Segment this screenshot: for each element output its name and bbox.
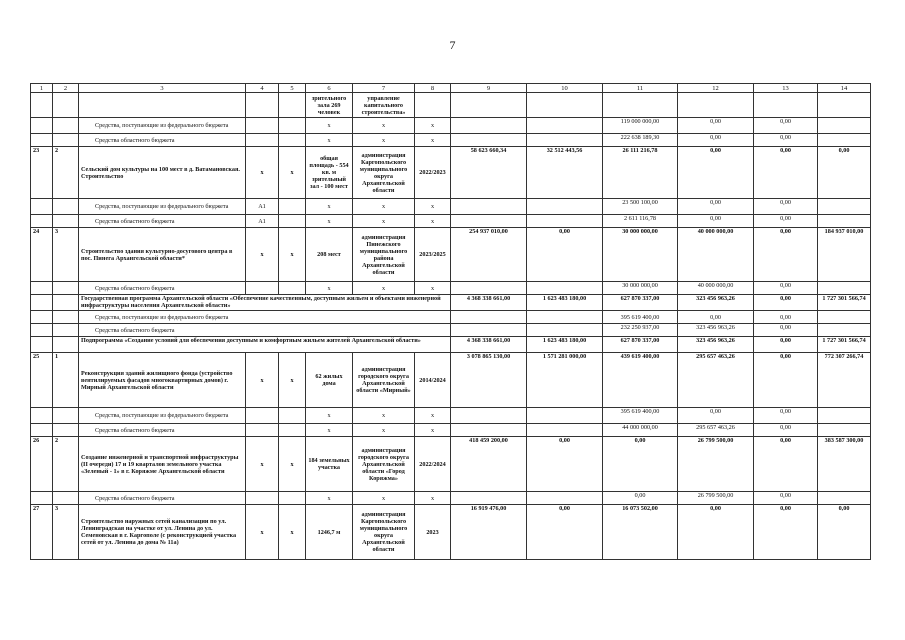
funding-label: Средства, поступающие из федерального бюджета [79, 118, 246, 134]
row-number: 25 [31, 353, 53, 408]
table-row [31, 324, 871, 337]
table-cell: 32 512 443,56 [527, 147, 603, 199]
table-cell: x [279, 228, 306, 282]
table-row [31, 437, 871, 492]
table-cell: 0,00 [754, 353, 818, 408]
table-row [31, 228, 871, 282]
table-cell: x [306, 134, 353, 147]
table-row [31, 353, 871, 408]
col-header: 8 [415, 84, 451, 93]
table-cell: 2023/2025 [415, 228, 451, 282]
table-cell: 30 000 000,00 [603, 228, 678, 282]
table-row [31, 337, 871, 353]
table-cell: x [306, 408, 353, 424]
table-cell: 0,00 [754, 199, 818, 215]
table-cell: x [246, 353, 279, 408]
col-header: 10 [527, 84, 603, 93]
table-cell: 0,00 [527, 437, 603, 492]
table-cell: администрация Пинежского муниципального района Архангельской области [353, 228, 415, 282]
object-name: Создание инженерной и транспортной инфраструктуры (II очереди) 17 и 19 кварталов земельного участка «Зеленый - 1» в г. Коряжме Архангельской области [79, 437, 246, 492]
table-cell: управление капитального строительства» [353, 93, 415, 118]
table-cell: x [279, 437, 306, 492]
table-cell: x [415, 492, 451, 505]
table-cell: 1246,7 м [306, 505, 353, 560]
table-cell: 0,00 [678, 118, 754, 134]
table-cell: 40 000 000,00 [678, 282, 754, 295]
table-cell: x [279, 147, 306, 199]
object-name: Строительство наружных сетей канализации по ул. Ленинградская на участке от ул. Ленина до ул. Семеновская в г. Каргополе (с реконструкцией участка сетей от ул. Ленина до дома № 11а) [79, 505, 246, 560]
table-cell: 4 368 338 661,00 [451, 337, 527, 353]
col-header: 14 [818, 84, 871, 93]
table-cell: 254 937 010,00 [451, 228, 527, 282]
table-cell: 0,00 [754, 295, 818, 311]
table-row [31, 492, 871, 505]
table-cell: 0,00 [527, 228, 603, 282]
table-cell: x [353, 118, 415, 134]
table-cell: 26 799 500,00 [678, 437, 754, 492]
table-cell: администрация городского округа Архангельской области «Мирный» [353, 353, 415, 408]
table-cell: 1 727 301 566,74 [818, 337, 871, 353]
table-cell: 62 жилых дома [306, 353, 353, 408]
col-header: 1 [31, 84, 53, 93]
col-header: 3 [79, 84, 246, 93]
table-cell: 119 000 000,00 [603, 118, 678, 134]
table-cell: 627 870 337,00 [603, 295, 678, 311]
table-cell: 395 619 400,00 [603, 408, 678, 424]
row-number: 24 [31, 228, 53, 282]
table-cell: 0,00 [678, 215, 754, 228]
table-cell: 26 111 216,78 [603, 147, 678, 199]
table-cell: администрация городского округа Архангельской области «Город Коряжма» [353, 437, 415, 492]
table-cell: А1 [246, 199, 279, 215]
table-row [31, 147, 871, 199]
table-cell: 58 623 660,34 [451, 147, 527, 199]
table-cell: 1 623 483 180,00 [527, 295, 603, 311]
funding-label: Средства областного бюджета [79, 492, 246, 505]
table-cell: x [246, 437, 279, 492]
table-cell: 0,00 [603, 492, 678, 505]
program-title: Государственная программа Архангельской области «Обеспечение качественным, доступным жильем и объектами инженерной инфраструктуры населения Архангельской области» [79, 295, 451, 311]
table-row [31, 295, 871, 311]
row-number: 23 [31, 147, 53, 199]
table-row [31, 282, 871, 295]
table-cell: 40 000 000,00 [678, 228, 754, 282]
table-cell: x [415, 118, 451, 134]
table-cell: 0,00 [754, 118, 818, 134]
table-cell: 0,00 [754, 147, 818, 199]
col-header: 12 [678, 84, 754, 93]
col-header: 13 [754, 84, 818, 93]
table-cell: 0,00 [678, 311, 754, 324]
table-cell: 2023 [415, 505, 451, 560]
table-cell: 418 459 200,00 [451, 437, 527, 492]
table-cell: x [246, 228, 279, 282]
table-cell: 184 937 010,00 [818, 228, 871, 282]
table-cell: 0,00 [754, 134, 818, 147]
table-cell: администрация Каргопольского муниципального округа Архангельской области [353, 505, 415, 560]
table-cell: 184 земельных участка [306, 437, 353, 492]
funding-label: Средства, поступающие из федерального бюджета [79, 199, 246, 215]
table-cell: 772 307 266,74 [818, 353, 871, 408]
col-header: 11 [603, 84, 678, 93]
table-cell: 23 500 100,00 [603, 199, 678, 215]
table-cell: x [353, 282, 415, 295]
object-name: Строительство здания культурно-досугового центра в пос. Пинега Архангельской области* [79, 228, 246, 282]
table-cell: x [415, 199, 451, 215]
table-cell: x [353, 492, 415, 505]
table-cell: общая площадь - 554 кв. м зрительный зал - 100 мест [306, 147, 353, 199]
funding-label: Средства, поступающие из федерального бюджета [79, 311, 451, 324]
table-cell: x [279, 353, 306, 408]
table-cell: 0,00 [527, 505, 603, 560]
funding-label: Средства областного бюджета [79, 324, 451, 337]
table-cell: 295 657 463,26 [678, 353, 754, 408]
table-cell: x [279, 505, 306, 560]
table-cell: 439 619 400,00 [603, 353, 678, 408]
table-cell: 0,00 [754, 215, 818, 228]
table-cell: 0,00 [678, 134, 754, 147]
table-cell: 0,00 [754, 228, 818, 282]
table-cell: 0,00 [678, 147, 754, 199]
table-cell: 2022/2023 [415, 147, 451, 199]
table-cell: x [415, 282, 451, 295]
object-name: Сельский дом культуры на 100 мест в д. Ватамановская. Строительство [79, 147, 246, 199]
table-cell: 0,00 [754, 505, 818, 560]
table-cell: 0,00 [754, 424, 818, 437]
table-cell: 0,00 [754, 311, 818, 324]
col-header: 2 [53, 84, 79, 93]
table-row [31, 199, 871, 215]
col-header: 5 [279, 84, 306, 93]
table-cell: x [415, 408, 451, 424]
funding-label: Средства областного бюджета [79, 282, 246, 295]
table-cell: 3 078 865 130,00 [451, 353, 527, 408]
table-cell: 2014/2024 [415, 353, 451, 408]
page-number: 7 [449, 38, 456, 52]
table-cell: 232 250 937,00 [603, 324, 678, 337]
object-name: Реконструкция зданий жилищного фонда (устройство вентилируемых фасадов многоквартирных домов) г. Мирный Архангельской области [79, 353, 246, 408]
table-cell: x [415, 215, 451, 228]
table-cell: 44 000 000,00 [603, 424, 678, 437]
table-cell: 1 727 301 566,74 [818, 295, 871, 311]
row-number: 27 [31, 505, 53, 560]
table-cell: 0,00 [678, 505, 754, 560]
table-row [31, 408, 871, 424]
table-cell: 30 000 000,00 [603, 282, 678, 295]
row-number: 26 [31, 437, 53, 492]
table-cell: 0,00 [754, 437, 818, 492]
table-cell: 0,00 [678, 199, 754, 215]
table-cell: 627 870 337,00 [603, 337, 678, 353]
table-cell: x [415, 424, 451, 437]
table-cell: x [306, 215, 353, 228]
funding-label: Средства областного бюджета [79, 424, 246, 437]
table-cell: 16 919 476,00 [451, 505, 527, 560]
table-cell: А1 [246, 215, 279, 228]
row-subnumber: 2 [53, 147, 79, 199]
table-cell: x [353, 199, 415, 215]
budget-table [30, 83, 871, 560]
col-header: 4 [246, 84, 279, 93]
col-header: 7 [353, 84, 415, 93]
subprogram-title: Подпрограмма «Создание условий для обеспечения доступным и комфортным жильем жителей Архангельской области» [79, 337, 451, 353]
table-cell: x [353, 134, 415, 147]
table-cell: 222 638 189,30 [603, 134, 678, 147]
table-cell: x [246, 147, 279, 199]
table-cell: x [353, 215, 415, 228]
table-cell: 208 мест [306, 228, 353, 282]
table-row [31, 311, 871, 324]
table-cell: 323 456 963,26 [678, 295, 754, 311]
table-cell: 1 571 281 000,00 [527, 353, 603, 408]
table-cell: x [353, 408, 415, 424]
funding-label: Средства, поступающие из федерального бюджета [79, 408, 246, 424]
funding-label: Средства областного бюджета [79, 134, 246, 147]
table-cell: x [246, 505, 279, 560]
table-cell: 0,00 [754, 337, 818, 353]
table-cell: 0,00 [678, 408, 754, 424]
row-subnumber: 3 [53, 505, 79, 560]
table-cell: 4 368 338 661,00 [451, 295, 527, 311]
table-row [31, 424, 871, 437]
row-subnumber: 3 [53, 228, 79, 282]
table-cell: 0,00 [754, 408, 818, 424]
row-subnumber: 1 [53, 353, 79, 408]
header-row [31, 84, 871, 93]
table-row [31, 215, 871, 228]
table-cell: x [306, 282, 353, 295]
table-cell: 395 619 400,00 [603, 311, 678, 324]
table-cell: 295 657 463,26 [678, 424, 754, 437]
table-row [31, 118, 871, 134]
table-row [31, 505, 871, 560]
col-header: 6 [306, 84, 353, 93]
table-cell: 323 456 963,26 [678, 337, 754, 353]
table-cell: x [353, 424, 415, 437]
table-cell: 16 073 502,00 [603, 505, 678, 560]
table-cell: 0,00 [818, 147, 871, 199]
table-cell: 0,00 [754, 492, 818, 505]
row-subnumber: 2 [53, 437, 79, 492]
col-header: 9 [451, 84, 527, 93]
table-cell: x [306, 492, 353, 505]
table-cell: x [306, 118, 353, 134]
table-cell: администрация Каргопольского муниципального округа Архангельской области [353, 147, 415, 199]
table-cell: 323 456 963,26 [678, 324, 754, 337]
table-cell: 0,00 [754, 282, 818, 295]
table-cell: x [415, 134, 451, 147]
table-cell: 26 799 500,00 [678, 492, 754, 505]
table-row [31, 134, 871, 147]
table-cell: 2022/2024 [415, 437, 451, 492]
table-cell: x [306, 424, 353, 437]
table-cell: x [306, 199, 353, 215]
table-cell: 2 611 116,78 [603, 215, 678, 228]
table-cell: 0,00 [603, 437, 678, 492]
table-row [31, 93, 871, 118]
funding-label: Средства областного бюджета [79, 215, 246, 228]
table-cell: 0,00 [754, 324, 818, 337]
table-cell: 383 587 300,00 [818, 437, 871, 492]
table-cell: 0,00 [818, 505, 871, 560]
table-cell: 1 623 483 180,00 [527, 337, 603, 353]
table-cell: зрительного зала 269 человек [306, 93, 353, 118]
